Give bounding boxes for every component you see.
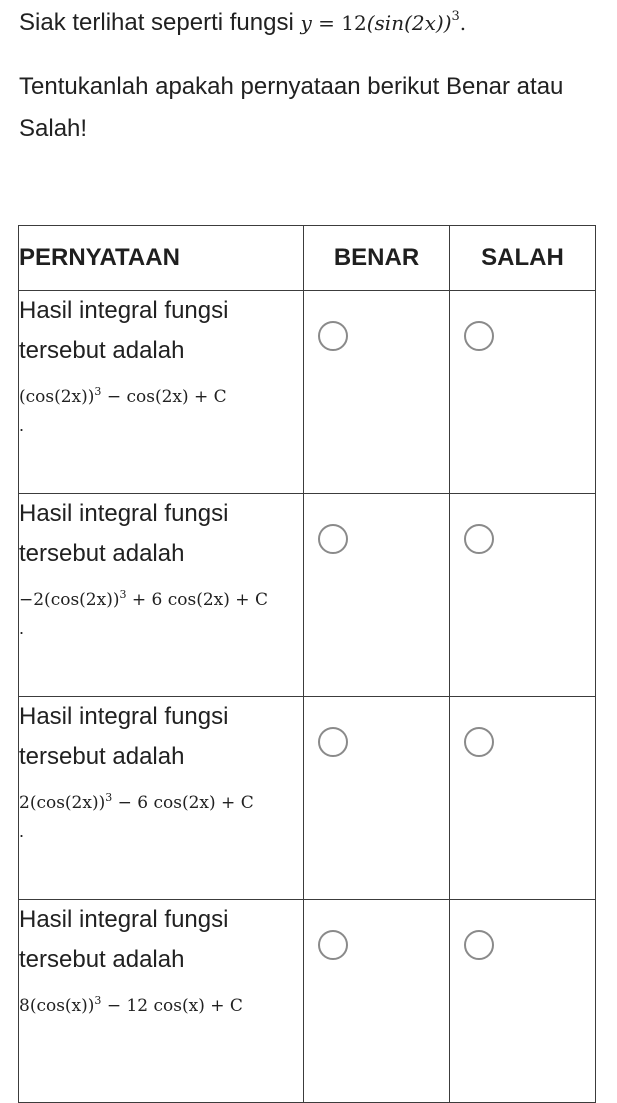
statement-text: Hasil integral fungsi tersebut adalah xyxy=(19,500,229,567)
statement-cell xyxy=(19,494,304,697)
function-exponent: 3 xyxy=(451,9,460,24)
statement-table xyxy=(18,225,596,1103)
question-prompt xyxy=(19,0,609,40)
formula-part-a: −2(cos(2x)) xyxy=(19,590,120,610)
table-row xyxy=(19,697,596,900)
benar-cell xyxy=(304,291,450,494)
instruction-text: Tentukanlah apakah pernyataan berikut Benar atau Salah! xyxy=(19,73,564,142)
radio-salah-2[interactable] xyxy=(464,524,494,554)
formula-part-b: + 6 cos(2x) + C xyxy=(126,590,268,610)
statement-formula xyxy=(19,385,303,407)
function-equals: = xyxy=(318,11,335,35)
formula-part-b: − 12 cos(x) + C xyxy=(101,996,243,1016)
salah-cell xyxy=(450,494,596,697)
benar-cell xyxy=(304,697,450,900)
statement-text: Hasil integral fungsi tersebut adalah xyxy=(19,703,229,770)
statement-cell xyxy=(19,900,304,1103)
formula-part-b: − 6 cos(2x) + C xyxy=(112,793,254,813)
formula-part-a: (cos(2x)) xyxy=(19,387,95,407)
table-row xyxy=(19,291,596,494)
question-prefix: Siak terlihat seperti fungsi xyxy=(19,9,294,36)
salah-cell xyxy=(450,291,596,494)
function-formula xyxy=(300,11,466,35)
table-row xyxy=(19,900,596,1103)
statement-text: Hasil integral fungsi tersebut adalah xyxy=(19,906,229,973)
radio-benar-4[interactable] xyxy=(318,930,348,960)
function-end: . xyxy=(459,11,467,35)
function-y: y xyxy=(300,11,312,35)
formula-exponent: 3 xyxy=(94,385,102,398)
statement-cell xyxy=(19,291,304,494)
radio-benar-2[interactable] xyxy=(318,524,348,554)
statement-formula xyxy=(19,588,303,610)
formula-exponent: 3 xyxy=(119,588,127,601)
radio-salah-1[interactable] xyxy=(464,321,494,351)
radio-benar-1[interactable] xyxy=(318,321,348,351)
table-header-row xyxy=(19,226,596,291)
formula-part-b: − cos(2x) + C xyxy=(101,387,227,407)
formula-exponent: 3 xyxy=(94,994,102,1007)
statement-dot: . xyxy=(19,821,25,841)
statement-dot: . xyxy=(19,415,25,435)
benar-cell xyxy=(304,494,450,697)
radio-salah-4[interactable] xyxy=(464,930,494,960)
statement-dot: . xyxy=(19,618,25,638)
table-row xyxy=(19,494,596,697)
function-body: (sin(2x)) xyxy=(366,11,452,35)
statement-formula xyxy=(19,994,303,1016)
formula-part-a: 2(cos(2x)) xyxy=(19,793,106,813)
salah-cell xyxy=(450,900,596,1103)
statement-text: Hasil integral fungsi tersebut adalah xyxy=(19,297,229,364)
question-intro xyxy=(19,0,609,150)
header-salah: SALAH xyxy=(450,226,596,291)
benar-cell xyxy=(304,900,450,1103)
radio-salah-3[interactable] xyxy=(464,727,494,757)
statement-cell xyxy=(19,697,304,900)
radio-benar-3[interactable] xyxy=(318,727,348,757)
statement-formula xyxy=(19,791,303,813)
formula-part-a: 8(cos(x)) xyxy=(19,996,95,1016)
header-benar: BENAR xyxy=(304,226,450,291)
formula-exponent: 3 xyxy=(105,791,113,804)
header-statement: PERNYATAAN xyxy=(19,226,304,291)
function-coefficient: 12 xyxy=(341,11,367,35)
salah-cell xyxy=(450,697,596,900)
